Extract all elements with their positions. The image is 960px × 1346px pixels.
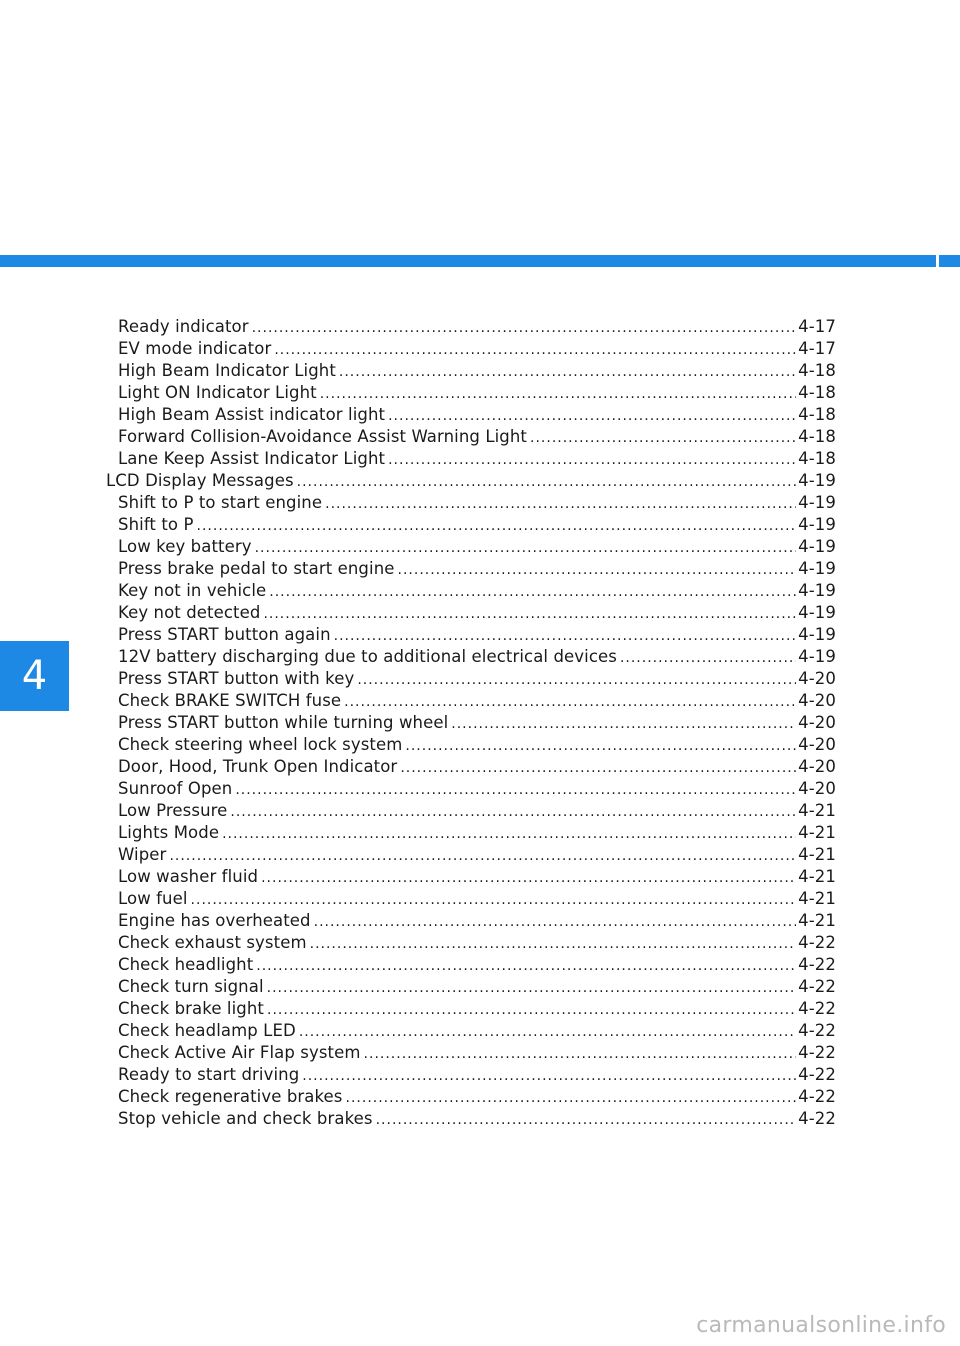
toc-dot-leader	[297, 471, 796, 493]
toc-entry-title: Ready indicator	[118, 317, 249, 336]
toc-dot-leader	[267, 999, 796, 1021]
toc-entry-title: Check headlight	[118, 955, 254, 974]
toc-entry[interactable]	[106, 734, 836, 756]
toc-entry[interactable]	[106, 492, 836, 514]
toc-entry-title: Shift to P to start engine	[118, 493, 323, 512]
toc-entry-page: 4-20	[798, 713, 836, 732]
toc-dot-leader	[320, 383, 796, 405]
toc-entry[interactable]	[106, 338, 836, 360]
toc-entry[interactable]	[106, 514, 836, 536]
toc-entry-title: Low Pressure	[118, 801, 228, 820]
toc-entry[interactable]	[106, 844, 836, 866]
toc-entry-page: 4-19	[798, 559, 836, 578]
toc-entry-title: Press brake pedal to start engine	[118, 559, 395, 578]
toc-entry-page: 4-20	[798, 691, 836, 710]
toc-entry[interactable]	[106, 426, 836, 448]
toc-entry[interactable]	[106, 580, 836, 602]
toc-entry-title: Stop vehicle and check brakes	[118, 1109, 373, 1128]
toc-entry-title: Check regenerative brakes	[118, 1087, 343, 1106]
toc-entry[interactable]	[106, 558, 836, 580]
toc-entry-page: 4-21	[798, 845, 836, 864]
toc-entry-title: Lane Keep Assist Indicator Light	[118, 449, 386, 468]
toc-entry[interactable]	[106, 976, 836, 998]
toc-dot-leader	[405, 735, 796, 757]
toc-dot-leader	[255, 537, 797, 559]
toc-entry-page: 4-18	[798, 427, 836, 446]
toc-entry-title: High Beam Indicator Light	[118, 361, 336, 380]
toc-dot-leader	[197, 515, 797, 537]
toc-entry[interactable]	[106, 536, 836, 558]
chapter-number: 4	[21, 653, 48, 699]
toc-entry-page: 4-18	[798, 449, 836, 468]
toc-entry-page: 4-17	[798, 339, 836, 358]
toc-entry-page: 4-19	[798, 647, 836, 666]
toc-entry-page: 4-20	[798, 735, 836, 754]
toc-entry[interactable]	[106, 712, 836, 734]
toc-entry[interactable]	[106, 998, 836, 1020]
toc-dot-leader	[252, 317, 797, 339]
toc-entry-title: Key not detected	[118, 603, 261, 622]
toc-dot-leader	[222, 823, 796, 845]
toc-entry[interactable]	[106, 1042, 836, 1064]
toc-entry[interactable]	[106, 932, 836, 954]
toc-entry-title: High Beam Assist indicator light	[118, 405, 386, 424]
toc-entry-title: 12V battery discharging due to additional electrical devices	[118, 647, 617, 666]
toc-entry[interactable]	[106, 1108, 836, 1130]
header-band-gap	[936, 255, 939, 267]
toc-entry[interactable]	[106, 668, 836, 690]
toc-entry-title: Check exhaust system	[118, 933, 307, 952]
toc-entry[interactable]	[106, 448, 836, 470]
toc-dot-leader	[235, 779, 796, 801]
toc-entry[interactable]	[106, 602, 836, 624]
toc-entry-title: Check turn signal	[118, 977, 264, 996]
toc-entry-title: LCD Display Messages	[106, 471, 294, 490]
toc-entry-page: 4-21	[798, 867, 836, 886]
toc-entry-title: Engine has overheated	[118, 911, 311, 930]
toc-dot-leader	[451, 713, 796, 735]
toc-dot-leader	[364, 1043, 797, 1065]
toc-entry[interactable]	[106, 954, 836, 976]
header-accent-band	[0, 255, 960, 267]
toc-entry-page: 4-19	[798, 603, 836, 622]
watermark: carmanualsonline.info	[696, 1313, 946, 1338]
toc-dot-leader	[314, 911, 797, 933]
toc-dot-leader	[530, 427, 796, 449]
toc-entry-title: Ready to start driving	[118, 1065, 300, 1084]
toc-entry-title: Forward Collision-Avoidance Assist Warning Light	[118, 427, 528, 446]
toc-dot-leader	[269, 581, 796, 603]
toc-entry-title: Low washer fluid	[118, 867, 259, 886]
toc-entry-title: Lights Mode	[118, 823, 220, 842]
toc-dot-leader	[169, 845, 796, 867]
toc-entry[interactable]	[106, 404, 836, 426]
toc-entry[interactable]	[106, 1064, 836, 1086]
toc-entry-title: Press START button again	[118, 625, 331, 644]
toc-dot-leader	[334, 625, 797, 647]
toc-entry[interactable]	[106, 800, 836, 822]
toc-dot-leader	[230, 801, 796, 823]
toc-entry[interactable]	[106, 888, 836, 910]
toc-entry-page: 4-20	[798, 757, 836, 776]
toc-dot-leader	[620, 647, 796, 669]
toc-entry-page: 4-21	[798, 801, 836, 820]
toc-entry-title: Check headlamp LED	[118, 1021, 296, 1040]
toc-entry-page: 4-17	[798, 317, 836, 336]
toc-entry-title: Wiper	[118, 845, 167, 864]
toc-entry[interactable]	[106, 382, 836, 404]
toc-entry[interactable]	[106, 778, 836, 800]
toc-entry-title: Key not in vehicle	[118, 581, 267, 600]
toc-entry-title: Low fuel	[118, 889, 188, 908]
toc-entry-title: Check brake light	[118, 999, 265, 1018]
toc-entry-title: Sunroof Open	[118, 779, 233, 798]
toc-dot-leader	[302, 1065, 796, 1087]
toc-entry-page: 4-18	[798, 405, 836, 424]
toc-entry[interactable]	[106, 470, 836, 492]
chapter-tab	[0, 641, 69, 711]
toc-dot-leader	[274, 339, 796, 361]
toc-entry-page: 4-22	[798, 1065, 836, 1084]
toc-entry-page: 4-22	[798, 955, 836, 974]
toc-dot-leader	[299, 1021, 796, 1043]
toc-entry-page: 4-19	[798, 581, 836, 600]
toc-entry-page: 4-22	[798, 933, 836, 952]
toc-entry-page: 4-22	[798, 1021, 836, 1040]
toc-dot-leader	[346, 1087, 797, 1109]
toc-dot-leader	[256, 955, 796, 977]
toc-entry[interactable]	[106, 822, 836, 844]
toc-entry-title: Shift to P	[118, 515, 194, 534]
toc-entry[interactable]	[106, 910, 836, 932]
toc-dot-leader	[388, 449, 796, 471]
toc-entry-page: 4-18	[798, 361, 836, 380]
toc-entry-page: 4-22	[798, 977, 836, 996]
toc-entry[interactable]	[106, 316, 836, 338]
toc-entry-page: 4-21	[798, 911, 836, 930]
toc-dot-leader	[191, 889, 797, 911]
toc-entry-page: 4-19	[798, 471, 836, 490]
toc-entry-page: 4-21	[798, 889, 836, 908]
toc-entry[interactable]	[106, 866, 836, 888]
toc-entry-page: 4-19	[798, 493, 836, 512]
toc-dot-leader	[344, 691, 796, 713]
toc-entry[interactable]	[106, 360, 836, 382]
toc-entry-page: 4-19	[798, 625, 836, 644]
toc-dot-leader	[400, 757, 796, 779]
toc-entry-page: 4-22	[798, 1109, 836, 1128]
toc-entry-page: 4-19	[798, 515, 836, 534]
toc-entry[interactable]	[106, 756, 836, 778]
toc-entry-page: 4-20	[798, 669, 836, 688]
toc-entry[interactable]	[106, 1086, 836, 1108]
toc-entry-title: Press START button while turning wheel	[118, 713, 449, 732]
toc-dot-leader	[388, 405, 796, 427]
toc-entry-page: 4-19	[798, 537, 836, 556]
toc-dot-leader	[357, 669, 796, 691]
toc-dot-leader	[263, 603, 796, 625]
toc-dot-leader	[310, 933, 797, 955]
toc-entry-page: 4-22	[798, 999, 836, 1018]
toc-entry[interactable]	[106, 1020, 836, 1042]
toc-entry-page: 4-22	[798, 1043, 836, 1062]
toc-entry-page: 4-22	[798, 1087, 836, 1106]
toc-entry-page: 4-18	[798, 383, 836, 402]
toc-dot-leader	[339, 361, 796, 383]
toc-entry-title: Check steering wheel lock system	[118, 735, 403, 754]
toc-entry[interactable]	[106, 646, 836, 668]
toc-entry-title: Press START button with key	[118, 669, 355, 688]
toc-dot-leader	[398, 559, 797, 581]
toc-entry-title: Check BRAKE SWITCH fuse	[118, 691, 342, 710]
toc-entry-title: Low key battery	[118, 537, 252, 556]
toc-entry-title: Door, Hood, Trunk Open Indicator	[118, 757, 398, 776]
toc-entry-page: 4-21	[798, 823, 836, 842]
table-of-contents	[106, 316, 836, 1130]
toc-entry-title: Check Active Air Flap system	[118, 1043, 361, 1062]
toc-dot-leader	[376, 1109, 797, 1131]
toc-dot-leader	[261, 867, 796, 889]
toc-entry-title: EV mode indicator	[118, 339, 272, 358]
toc-dot-leader	[267, 977, 797, 999]
toc-entry[interactable]	[106, 624, 836, 646]
toc-entry[interactable]	[106, 690, 836, 712]
toc-entry-page: 4-20	[798, 779, 836, 798]
toc-entry-title: Light ON Indicator Light	[118, 383, 317, 402]
toc-dot-leader	[325, 493, 796, 515]
